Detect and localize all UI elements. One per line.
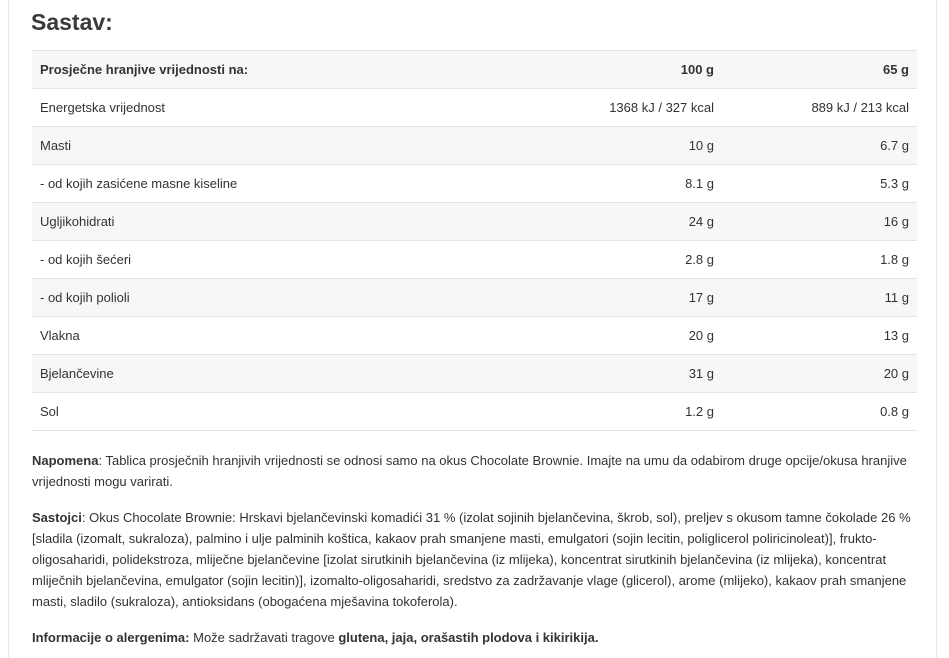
row-value-serving: 11 g — [722, 279, 917, 317]
row-value-100g: 17 g — [488, 279, 722, 317]
table-row — [32, 165, 917, 203]
row-value-serving: 16 g — [722, 203, 917, 241]
header-col-100g: 100 g — [488, 51, 722, 89]
sastojci-text: : Okus Chocolate Brownie: Hrskavi bjelančevinski komadići 31 % (izolat sojinih bjelančevina, škrob, sol), preljev s okusom tamne čokolade 26 % [sladila (izomalt, sukraloza), palmino i ulje palminih koštica, kakaov prah smanjene masti, emulgatori (sojin lecitin, poliglicerol poliricinoleat)], frukto-oligosaharidi, polidekstroza, mliječne bjelančevine [izolat sirutkinih bjelančevina (iz mlijeka), koncentrat sirutkinih bjelančevina (iz mlijeka), koncentrat mliječnih bjelančevina, emulgator (sojin lecitin)], izomalto-oligosaharidi, sredstvo za zadržavanje vlage (glicerol), arome (mlijeko), kakaov prah smanjene masti, sladilo (sukraloza), antioksidans (obogaćena mješavina tokoferola). — [32, 510, 911, 609]
row-value-serving: 0.8 g — [722, 393, 917, 431]
table-row — [32, 241, 917, 279]
table-row — [32, 393, 917, 431]
alergeni-bold-text: glutena, jaja, orašastih plodova i kikirikija. — [338, 630, 599, 645]
napomena-label: Napomena — [32, 453, 99, 468]
row-value-serving: 6.7 g — [722, 127, 917, 165]
nutrition-table — [32, 50, 917, 431]
row-label: Ugljikohidrati — [32, 203, 488, 241]
row-value-100g: 1368 kJ / 327 kcal — [488, 89, 722, 127]
napomena-note — [32, 450, 912, 492]
row-value-100g: 10 g — [488, 127, 722, 165]
alergeni-label: Informacije o alergenima: — [32, 630, 190, 645]
table-row — [32, 355, 917, 393]
row-value-serving: 5.3 g — [722, 165, 917, 203]
header-col-serving: 65 g — [722, 51, 917, 89]
table-row — [32, 89, 917, 127]
row-label: Bjelančevine — [32, 355, 488, 393]
row-label: Energetska vrijednost — [32, 89, 488, 127]
row-value-serving: 889 kJ / 213 kcal — [722, 89, 917, 127]
alergeni-note — [32, 627, 912, 648]
table-row — [32, 317, 917, 355]
row-value-100g: 2.8 g — [488, 241, 722, 279]
table-header-row — [32, 51, 917, 89]
table-row — [32, 279, 917, 317]
row-value-100g: 24 g — [488, 203, 722, 241]
table-row — [32, 127, 917, 165]
row-label: - od kojih polioli — [32, 279, 488, 317]
napomena-text: : Tablica prosječnih hranjivih vrijednosti se odnosi samo na okus Chocolate Brownie. Imajte na umu da odabirom druge opcije/okusa hranjive vrijednosti mogu varirati. — [32, 453, 907, 489]
row-value-serving: 1.8 g — [722, 241, 917, 279]
row-label: Vlakna — [32, 317, 488, 355]
sastojci-note — [32, 507, 912, 612]
table-row — [32, 203, 917, 241]
section-heading: Sastav: — [31, 9, 113, 35]
row-value-100g: 8.1 g — [488, 165, 722, 203]
row-value-serving: 20 g — [722, 355, 917, 393]
row-value-100g: 31 g — [488, 355, 722, 393]
row-value-100g: 20 g — [488, 317, 722, 355]
sastojci-label: Sastojci — [32, 510, 82, 525]
row-label: - od kojih zasićene masne kiseline — [32, 165, 488, 203]
row-label: - od kojih šećeri — [32, 241, 488, 279]
alergeni-text: Može sadržavati tragove — [189, 630, 339, 645]
row-label: Sol — [32, 393, 488, 431]
header-label: Prosječne hranjive vrijednosti na: — [32, 51, 488, 89]
row-label: Masti — [32, 127, 488, 165]
row-value-100g: 1.2 g — [488, 393, 722, 431]
row-value-serving: 13 g — [722, 317, 917, 355]
